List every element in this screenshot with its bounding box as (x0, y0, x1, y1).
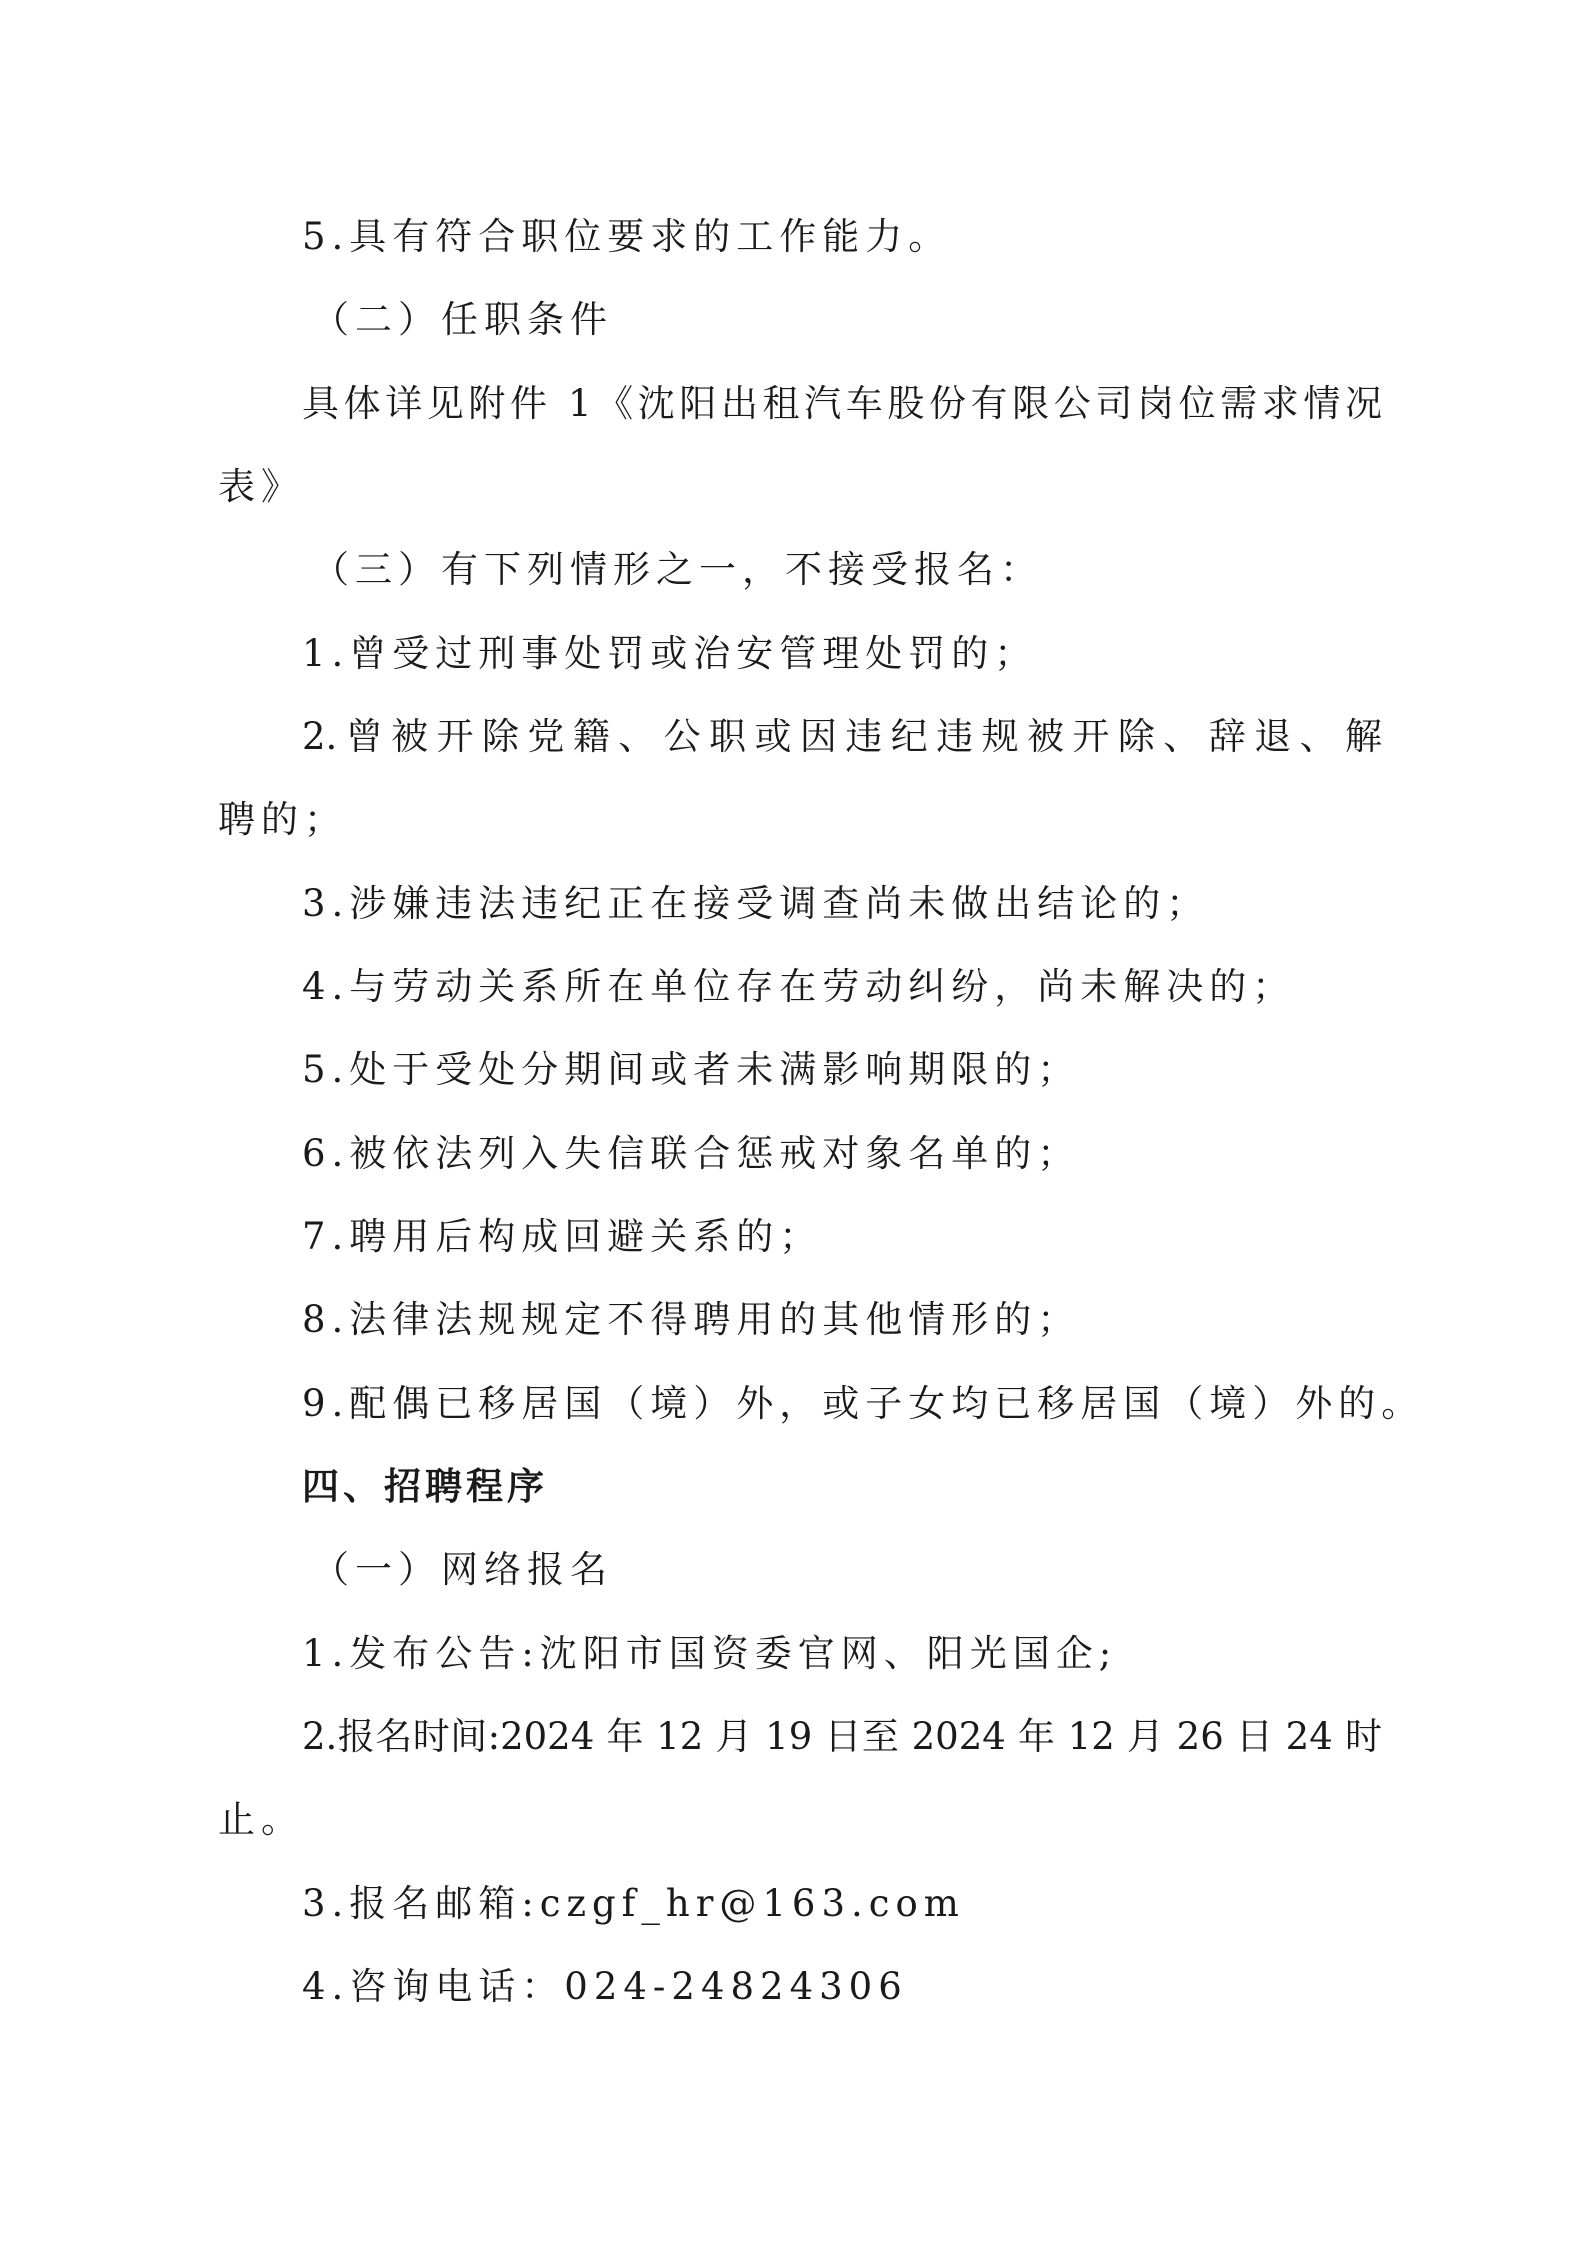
exclusion-item-4: 4.与劳动关系所在单位存在劳动纠纷，尚未解决的； (302, 965, 1296, 1008)
exclusion-item-1: 1.曾受过刑事处罚或治安管理处罚的； (302, 632, 1038, 675)
exclusion-item-6: 6.被依法列入失信联合惩戒对象名单的； (302, 1132, 1081, 1175)
paragraph-attachment-reference-cont: 表》 (218, 465, 304, 508)
exclusion-item-2-cont: 聘的； (218, 798, 347, 841)
registration-item-3: 3.报名邮箱:czgf_hr@163.com (302, 1882, 965, 1925)
exclusion-item-7: 7.聘用后构成回避关系的； (302, 1215, 823, 1258)
exclusion-item-8: 8.法律法规规定不得聘用的其他情形的； (302, 1298, 1081, 1341)
section-heading-exclusions: （三）有下列情形之一，不接受报名： (312, 548, 1043, 591)
registration-item-2: 2.报名时间:2024 年 12 月 19 日至 2024 年 12 月 26 日 24 时 (302, 1715, 1382, 1758)
exclusion-item-2: 2.曾被开除党籍、公职或因违纪违规被开除、辞退、解 (302, 715, 1382, 758)
paragraph-attachment-reference: 具体详见附件 1《沈阳出租汽车股份有限公司岗位需求情况 (302, 382, 1382, 425)
registration-item-1: 1.发布公告:沈阳市国资委官网、阳光国企; (302, 1632, 1118, 1675)
exclusion-item-9: 9.配偶已移居国（境）外，或子女均已移居国（境）外的。 (302, 1382, 1425, 1425)
section-heading-online-registration: （一）网络报名 (312, 1548, 613, 1591)
registration-item-4: 4.咨询电话：024-24824306 (302, 1965, 908, 2008)
requirement-item-5: 5.具有符合职位要求的工作能力。 (302, 215, 952, 258)
registration-item-2-cont: 止。 (218, 1798, 304, 1841)
section-heading-recruitment-procedure: 四、招聘程序 (302, 1465, 548, 1508)
exclusion-item-3: 3.涉嫌违法违纪正在接受调查尚未做出结论的； (302, 882, 1210, 925)
exclusion-item-5: 5.处于受处分期间或者未满影响期限的； (302, 1048, 1081, 1091)
section-heading-qualifications: （二）任职条件 (312, 298, 613, 341)
